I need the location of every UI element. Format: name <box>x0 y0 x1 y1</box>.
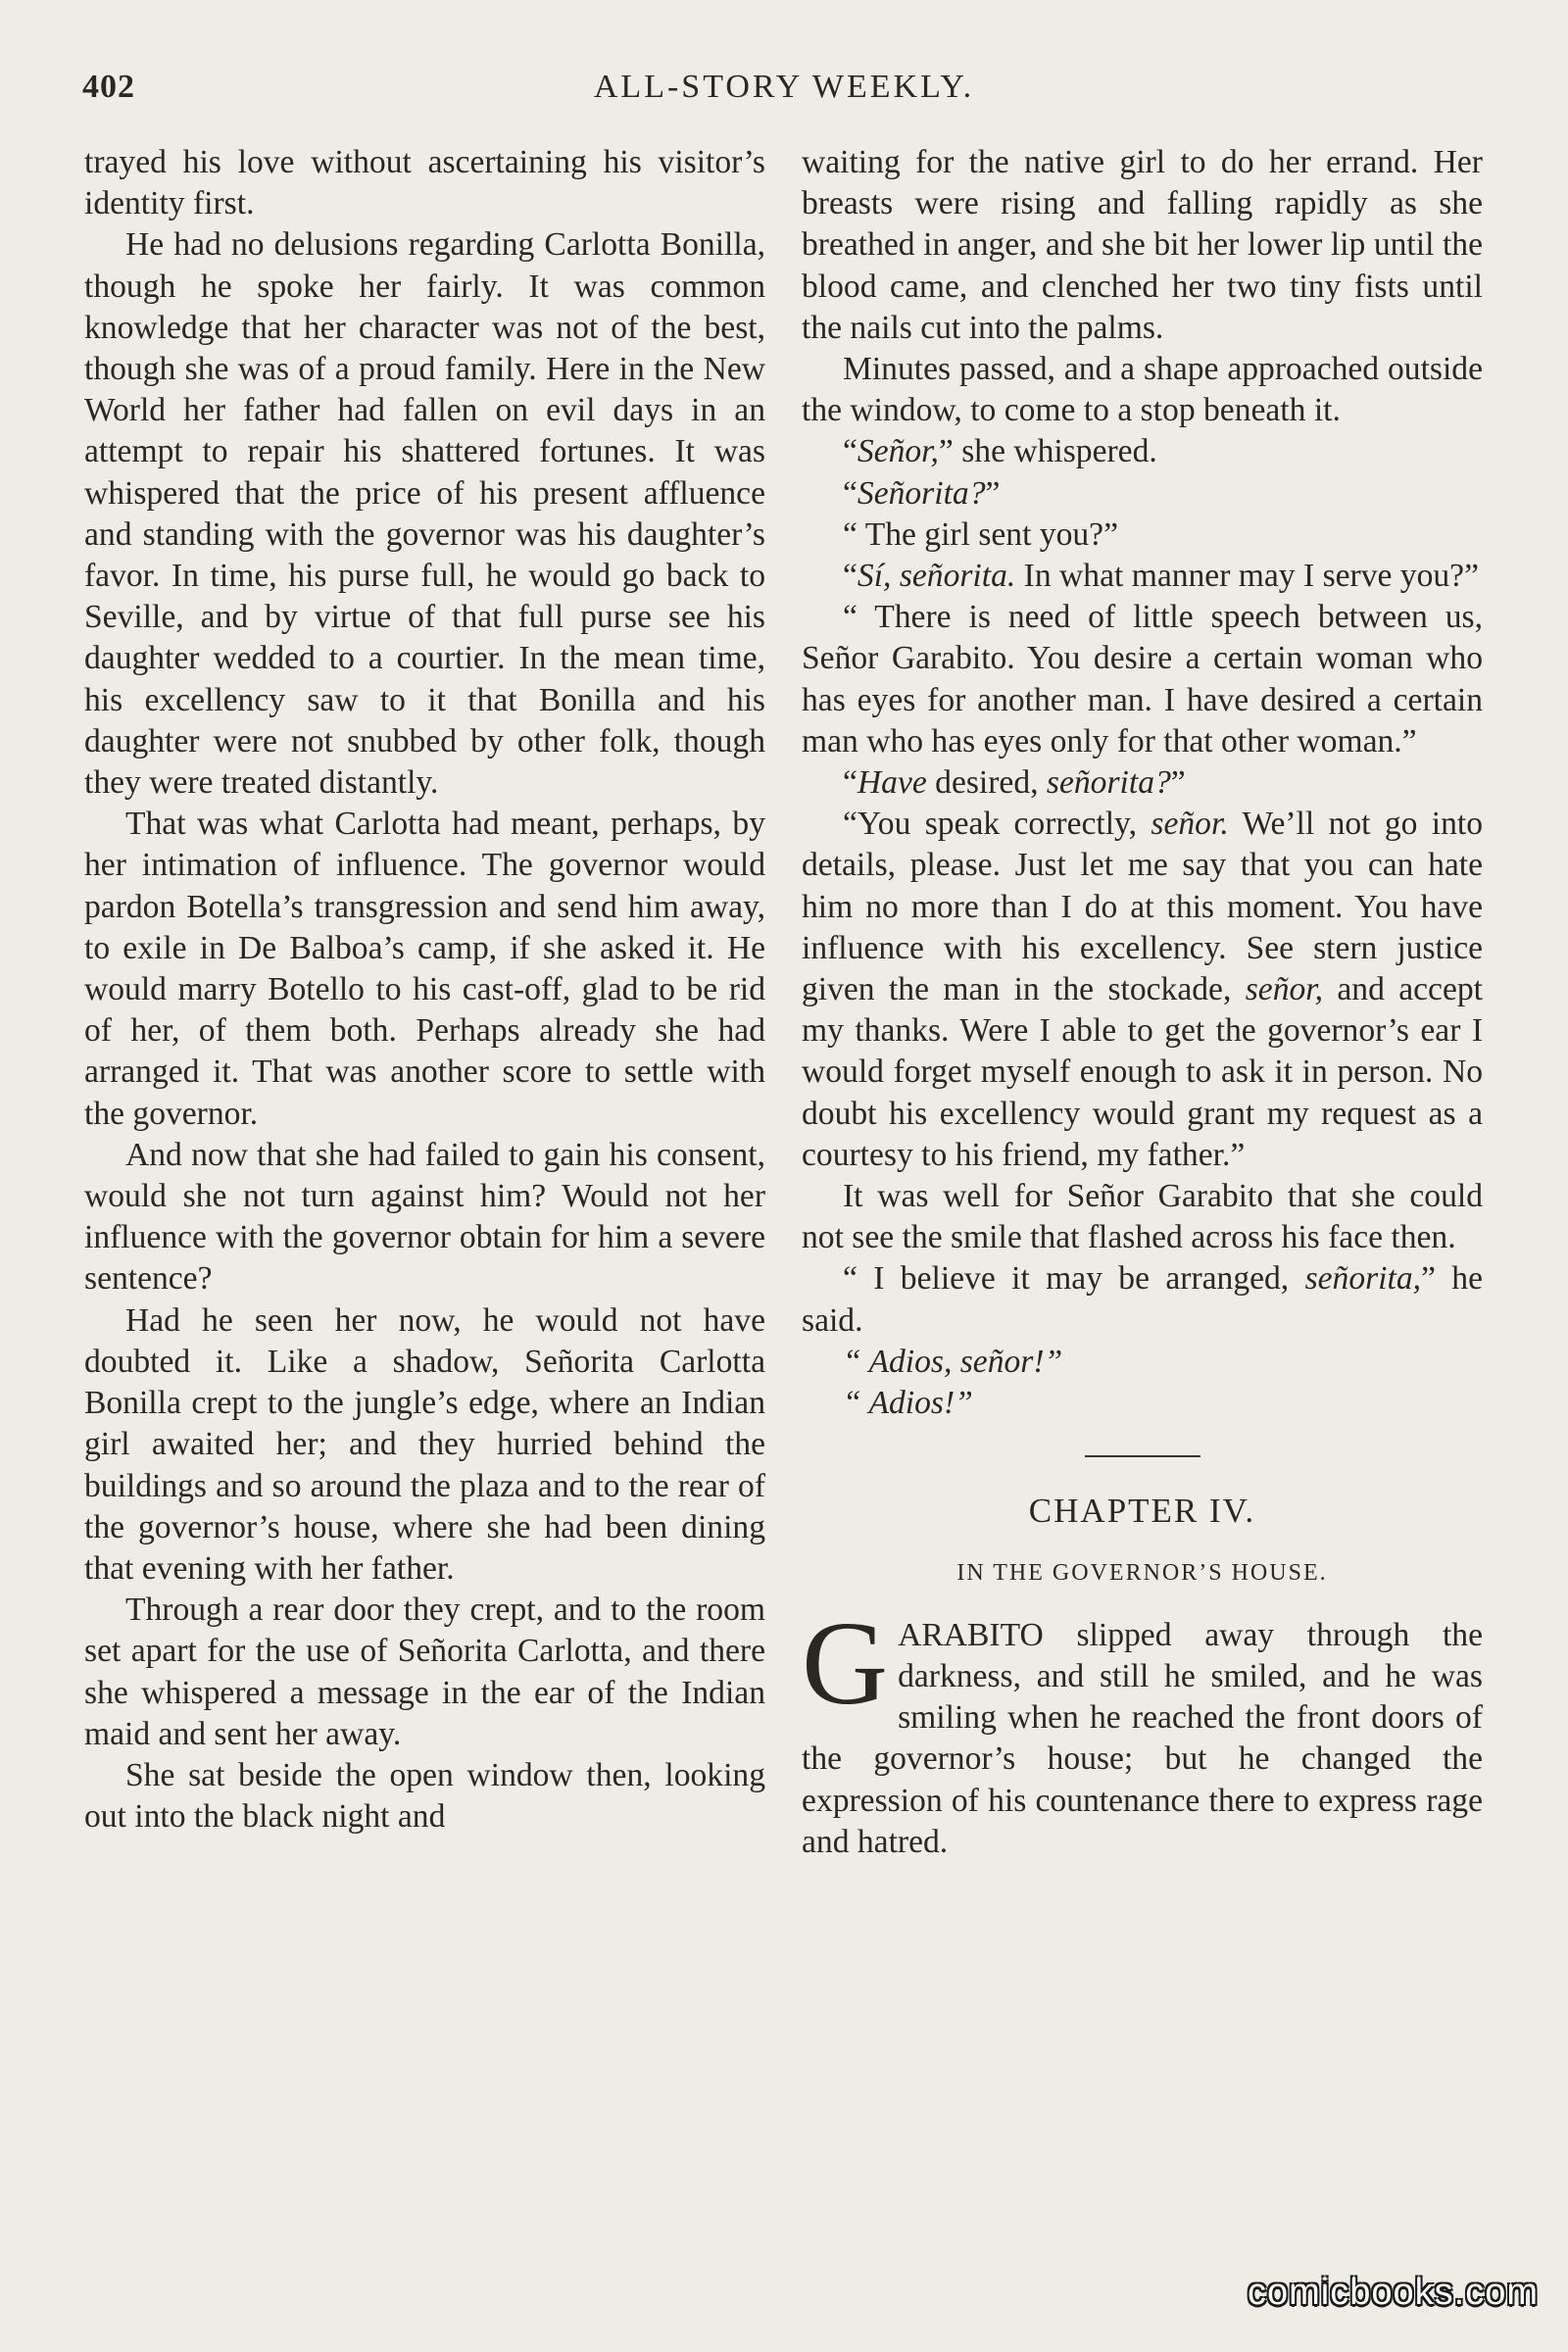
dialogue-line: “ Adios, señor!” <box>843 1343 1063 1380</box>
dialogue-line: “Señorita?” <box>843 474 1001 512</box>
magazine-title: ALL-STORY WEEKLY. <box>593 69 975 105</box>
paragraph: Minutes passed, and a shape approached outside the window, to come to a stop beneath it. <box>802 351 1483 429</box>
left-column <box>84 142 765 1838</box>
paragraph: “You speak correctly, señor. We’ll not go into details, please. Just let me say that you can hate him no more than I do at this moment. You have influence with his excellency. See stern justice given the man in the stockade, señor, and accept my thanks. Were I able to get the governor’s ear I would forget myself enough to ask it in person. No doubt his excellency would grant my request as a courtesy to his friend, my father.” <box>802 806 1483 1173</box>
right-column <box>802 142 1483 1863</box>
dialogue-line: “Señor,” she whispered. <box>843 433 1157 470</box>
running-head <box>82 69 1486 118</box>
paragraph: It was well for Señor Garabito that she could not see the smile that flashed across his face then. <box>802 1178 1483 1256</box>
dialogue-line: “ Adios!” <box>843 1385 973 1422</box>
paragraph: GARABITO slipped away through the darkness, and still he smiled, and he was smiling when he reached the front doors of the governor’s house; but he changed the expression of his countenance there to express rage and hatred. <box>802 1596 1483 1860</box>
paragraph: “ I believe it may be arranged, señorita,” he said. <box>802 1260 1483 1339</box>
dialogue-line: “Have desired, señorita?” <box>843 764 1186 802</box>
paragraph: trayed his love without ascertaining his visitor’s identity first. <box>84 144 765 222</box>
paragraph: He had no delusions regarding Carlotta Bonilla, though he spoke her fairly. It was common knowledge that her character was not of the best, though she was of a proud family. Here in the New World her father had fallen on evil days in an attempt to repair his shattered fortunes. It was whispered that the price of his present affluence and standing with the governor was his daughter’s favor. In time, his purse full, he would go back to Seville, and by virtue of that full purse see his daughter wedded to a courtier. In the mean time, his excellency saw to it that Bonilla and his daughter were not snubbed by other folk, though they were treated distantly. <box>84 226 765 802</box>
dialogue-line: “Sí, señorita. In what manner may I serve you?” <box>843 558 1479 595</box>
page-number: 402 <box>82 69 135 105</box>
paragraph: Through a rear door they crept, and to the room set apart for the use of Señorita Carlotta, and there she whispered a message in the ear of the Indian maid and sent her away. <box>84 1592 765 1752</box>
chapter-title: IN THE GOVERNOR’S HOUSE. <box>956 1559 1328 1586</box>
chapter-heading: CHAPTER IV. <box>1028 1492 1256 1531</box>
paragraph: waiting for the native girl to do her errand. Her breasts were rising and falling rapidly as she breathed in anger, and she bit her lower lip until the blood came, and clenched her two tiny fists until the nails cut into the palms. <box>802 144 1483 346</box>
drop-cap: G <box>802 1596 889 1730</box>
paragraph: That was what Carlotta had meant, perhaps, by her intimation of influence. The governor would pardon Botella’s transgression and send him away, to exile in De Balboa’s camp, if she asked it. He would marry Botello to his cast-off, glad to be rid of her, of them both. Perhaps already she had arranged it. That was another score to settle with the governor. <box>84 806 765 1132</box>
paragraph: And now that she had failed to gain his consent, would she not turn against him? Would not her influence with the governor obtain for him a severe sentence? <box>84 1136 765 1298</box>
paragraph: “ There is need of little speech between us, Señor Garabito. You desire a certain woman who has eyes for another man. I have desired a certain man who has eyes only for that other woman.” <box>802 599 1483 760</box>
paragraph: She sat beside the open window then, looking out into the black night and <box>84 1756 765 1836</box>
watermark: comicbooks.com <box>1248 2272 1539 2313</box>
section-divider <box>1085 1455 1200 1457</box>
paragraph: Had he seen her now, he would not have doubted it. Like a shadow, Señorita Carlotta Bonilla crept to the jungle’s edge, where an Indian girl awaited her; and they hurried behind the buildings and so around the plaza and to the rear of the governor’s house, where she had been dining that evening with her father. <box>84 1301 765 1587</box>
dialogue-line: “ The girl sent you?” <box>843 515 1118 553</box>
